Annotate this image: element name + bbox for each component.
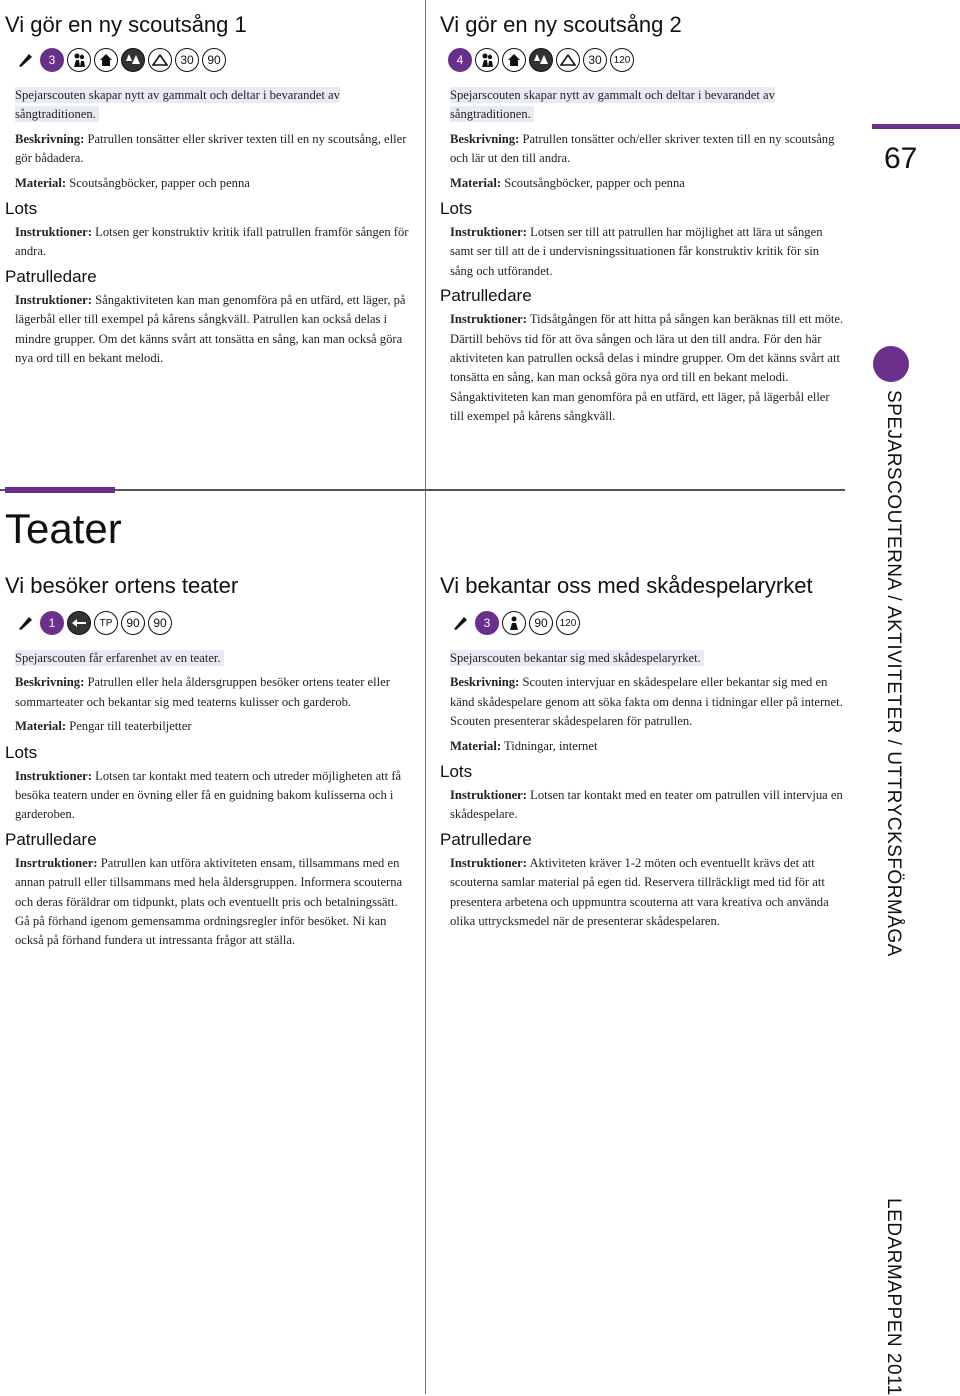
step-number-badge: 3 [475,611,499,635]
lots-label: Instruktioner: [450,225,527,240]
desc-label: Beskrivning: [450,675,520,690]
lots-label: Instruktioner: [450,788,527,803]
desc-label: Beskrivning: [450,131,520,146]
person-icon [502,611,526,635]
desc-label: Beskrivning: [15,675,85,690]
pen-icon [448,611,472,635]
pl-text: Patrullen kan utföra aktiviteten ensam, tillsammans med en annan patrull eller tillsammans med hela åldersgruppen. Informera scouterna och deras föräldrar om tidpunkt, plats och eventuellt pris och betalningssätt. Gå på förhand igenom gemensamma ordningsregler inför besöket. Ni kan också på förhand fundera ut intressanta frågor att ställa. [15,855,403,948]
lots-heading: Lots [440,199,473,219]
material-label: Material: [15,719,67,734]
lots-label: Instruktioner: [15,225,92,240]
pen-icon [13,48,37,72]
pl-label: Instruktioner: [450,312,527,327]
people-icon [475,48,499,72]
column-divider [425,0,426,1394]
material-text: Tidningar, internet [503,738,598,753]
activity-title: Vi bekantar oss med skådespelaryrket [440,573,813,598]
lots-heading: Lots [440,762,473,782]
time-minutes-badge: 30 [583,48,607,72]
pen-icon [13,611,37,635]
activity-icons [13,48,415,72]
desc-text: Patrullen tonsätter och/eller skriver texten till en ny scoutsång och lär ut den till andra. [450,131,835,166]
material-text: Scoutsångböcker, papper och penna [504,175,685,190]
activity-scoutsang-2 [440,12,845,427]
activity-goal: Spejarscouten skapar nytt av gammalt och deltar i bevarandet av sångtraditionen. [15,88,340,122]
step-number-badge: 4 [448,48,472,72]
time-total-badge: 90 [202,48,226,72]
side-title: SPEJARSCOUTERNA / AKTIVITETER / UTTRYCKSFÖRMÅGA [883,390,904,957]
section-accent-bar [5,487,115,493]
arrows-icon [67,611,91,635]
desc-text: Patrullen tonsätter eller skriver texten till en ny scoutsång, eller gör bådadera. [15,131,407,166]
section-icon [873,346,909,382]
material-label: Material: [450,175,502,190]
section-title: Teater [5,505,122,552]
time-total-badge: 90 [148,611,172,635]
activity-goal: Spejarscouten får erfarenhet av en teater. [15,650,224,666]
material-label: Material: [15,175,67,190]
lots-heading: Lots [5,199,38,219]
pl-label: Instruktioner: [15,292,92,307]
pl-text: Tidsåtgången för att hitta på sången kan beräknas till ett möte. Därtill behövs tid för att öva sången och lära ut den till andra. För den här aktiviteten kan patrullen också delas i mindre grupper. Om det känns svårt att tonsätta en sång, kan man också göra nya ord till en bekant melodi. Sångaktiviteten kan man genomföra på en utfärd, ett läger, på lägerbål eller till exempel på kårens sångkväll. [450,312,844,424]
material-text: Pengar till teaterbiljetter [69,719,192,734]
tent-icon [148,48,172,72]
patrulledare-heading: Patrulledare [440,829,532,849]
lots-text: Lotsen tar kontakt med teatern och utreder möjligheten att få besöka teatern under en övning eller få en guidning bakom kulisserna och i garderoben. [15,768,402,822]
activity-icons [13,611,415,635]
lots-heading: Lots [5,742,38,762]
house-icon [502,48,526,72]
material-label: Material: [450,738,502,753]
page-number: 67 [884,142,918,175]
pl-label: Insrtruktioner: [15,855,98,870]
pl-label: Instruktioner: [450,855,527,870]
time-total-badge: 120 [556,611,580,635]
page-number-bar [872,124,960,129]
lots-label: Instruktioner: [15,768,92,783]
tp-badge: TP [94,611,118,635]
house-icon [94,48,118,72]
activity-title: Vi besöker ortens teater [5,573,239,598]
tent-icon [556,48,580,72]
lots-text: Lotsen ger konstruktiv kritik ifall patrullen framför sången för andra. [15,225,409,259]
pl-text: Sångaktiviteten kan man genomföra på en utfärd, ett läger, på lägerbål eller till exempel på kårens sångkväll. Patrullen kan också delas i mindre grupper. Om det känns svårt att tonsätta en sång, kan man också göra nya ord till en bekant melodi. [15,292,406,366]
activity-skadespelaryrket [440,573,845,931]
activity-icons [448,611,845,635]
pl-text: Aktiviteten kräver 1-2 möten och eventuellt krävs det att scouterna samlar material på egen tid. Reservera tillräckligt med tid för att presentera arbetena och uppmuntra scouterna att vara kreativa och använda olika uttrycksmedel när de presenterar skådespelaren. [450,855,829,929]
activity-teater-besok [5,573,415,951]
material-text: Scoutsångböcker, papper och penna [69,175,250,190]
time-minutes-badge: 90 [121,611,145,635]
forest-icon [529,48,553,72]
step-number-badge: 1 [40,611,64,635]
forest-icon [121,48,145,72]
lots-text: Lotsen tar kontakt med en teater om patrullen vill intervjua en skådespelare. [450,788,843,822]
desc-text: Patrullen eller hela åldersgruppen besöker ortens teater eller sommarteater och bekantar sig med teaterns kulisser och garderob. [15,675,390,709]
activity-title: Vi gör en ny scoutsång 2 [440,12,682,37]
activity-goal: Spejarscouten bekantar sig med skådespelaryrket. [450,650,704,666]
activity-goal: Spejarscouten skapar nytt av gammalt och deltar i bevarandet av sångtraditionen. [450,88,775,122]
activity-title: Vi gör en ny scoutsång 1 [5,12,247,37]
section-divider [0,489,845,491]
desc-text: Scouten intervjuar en skådespelare eller bekantar sig med en känd skådespelare genom att söka fakta om denna i tidningar eller på internet. Scouten presenterar skådespelaren för patrullen. [450,675,843,729]
activity-icons [448,48,845,72]
time-minutes-badge: 90 [529,611,553,635]
step-number-badge: 3 [40,48,64,72]
time-total-badge: 120 [610,48,634,72]
time-minutes-badge: 30 [175,48,199,72]
patrulledare-heading: Patrulledare [5,266,97,286]
side-footer: LEDARMAPPEN 2011 [883,1198,904,1396]
lots-text: Lotsen ser till att patrullen har möjlighet att lära ut sången samt ser till att de i undervisningssituationen får konstruktiv kritik för sin sång och utförandet. [450,225,823,278]
activity-scoutsang-1 [5,12,415,368]
people-icon [67,48,91,72]
desc-label: Beskrivning: [15,131,85,146]
patrulledare-heading: Patrulledare [440,286,532,306]
patrulledare-heading: Patrulledare [5,829,97,849]
